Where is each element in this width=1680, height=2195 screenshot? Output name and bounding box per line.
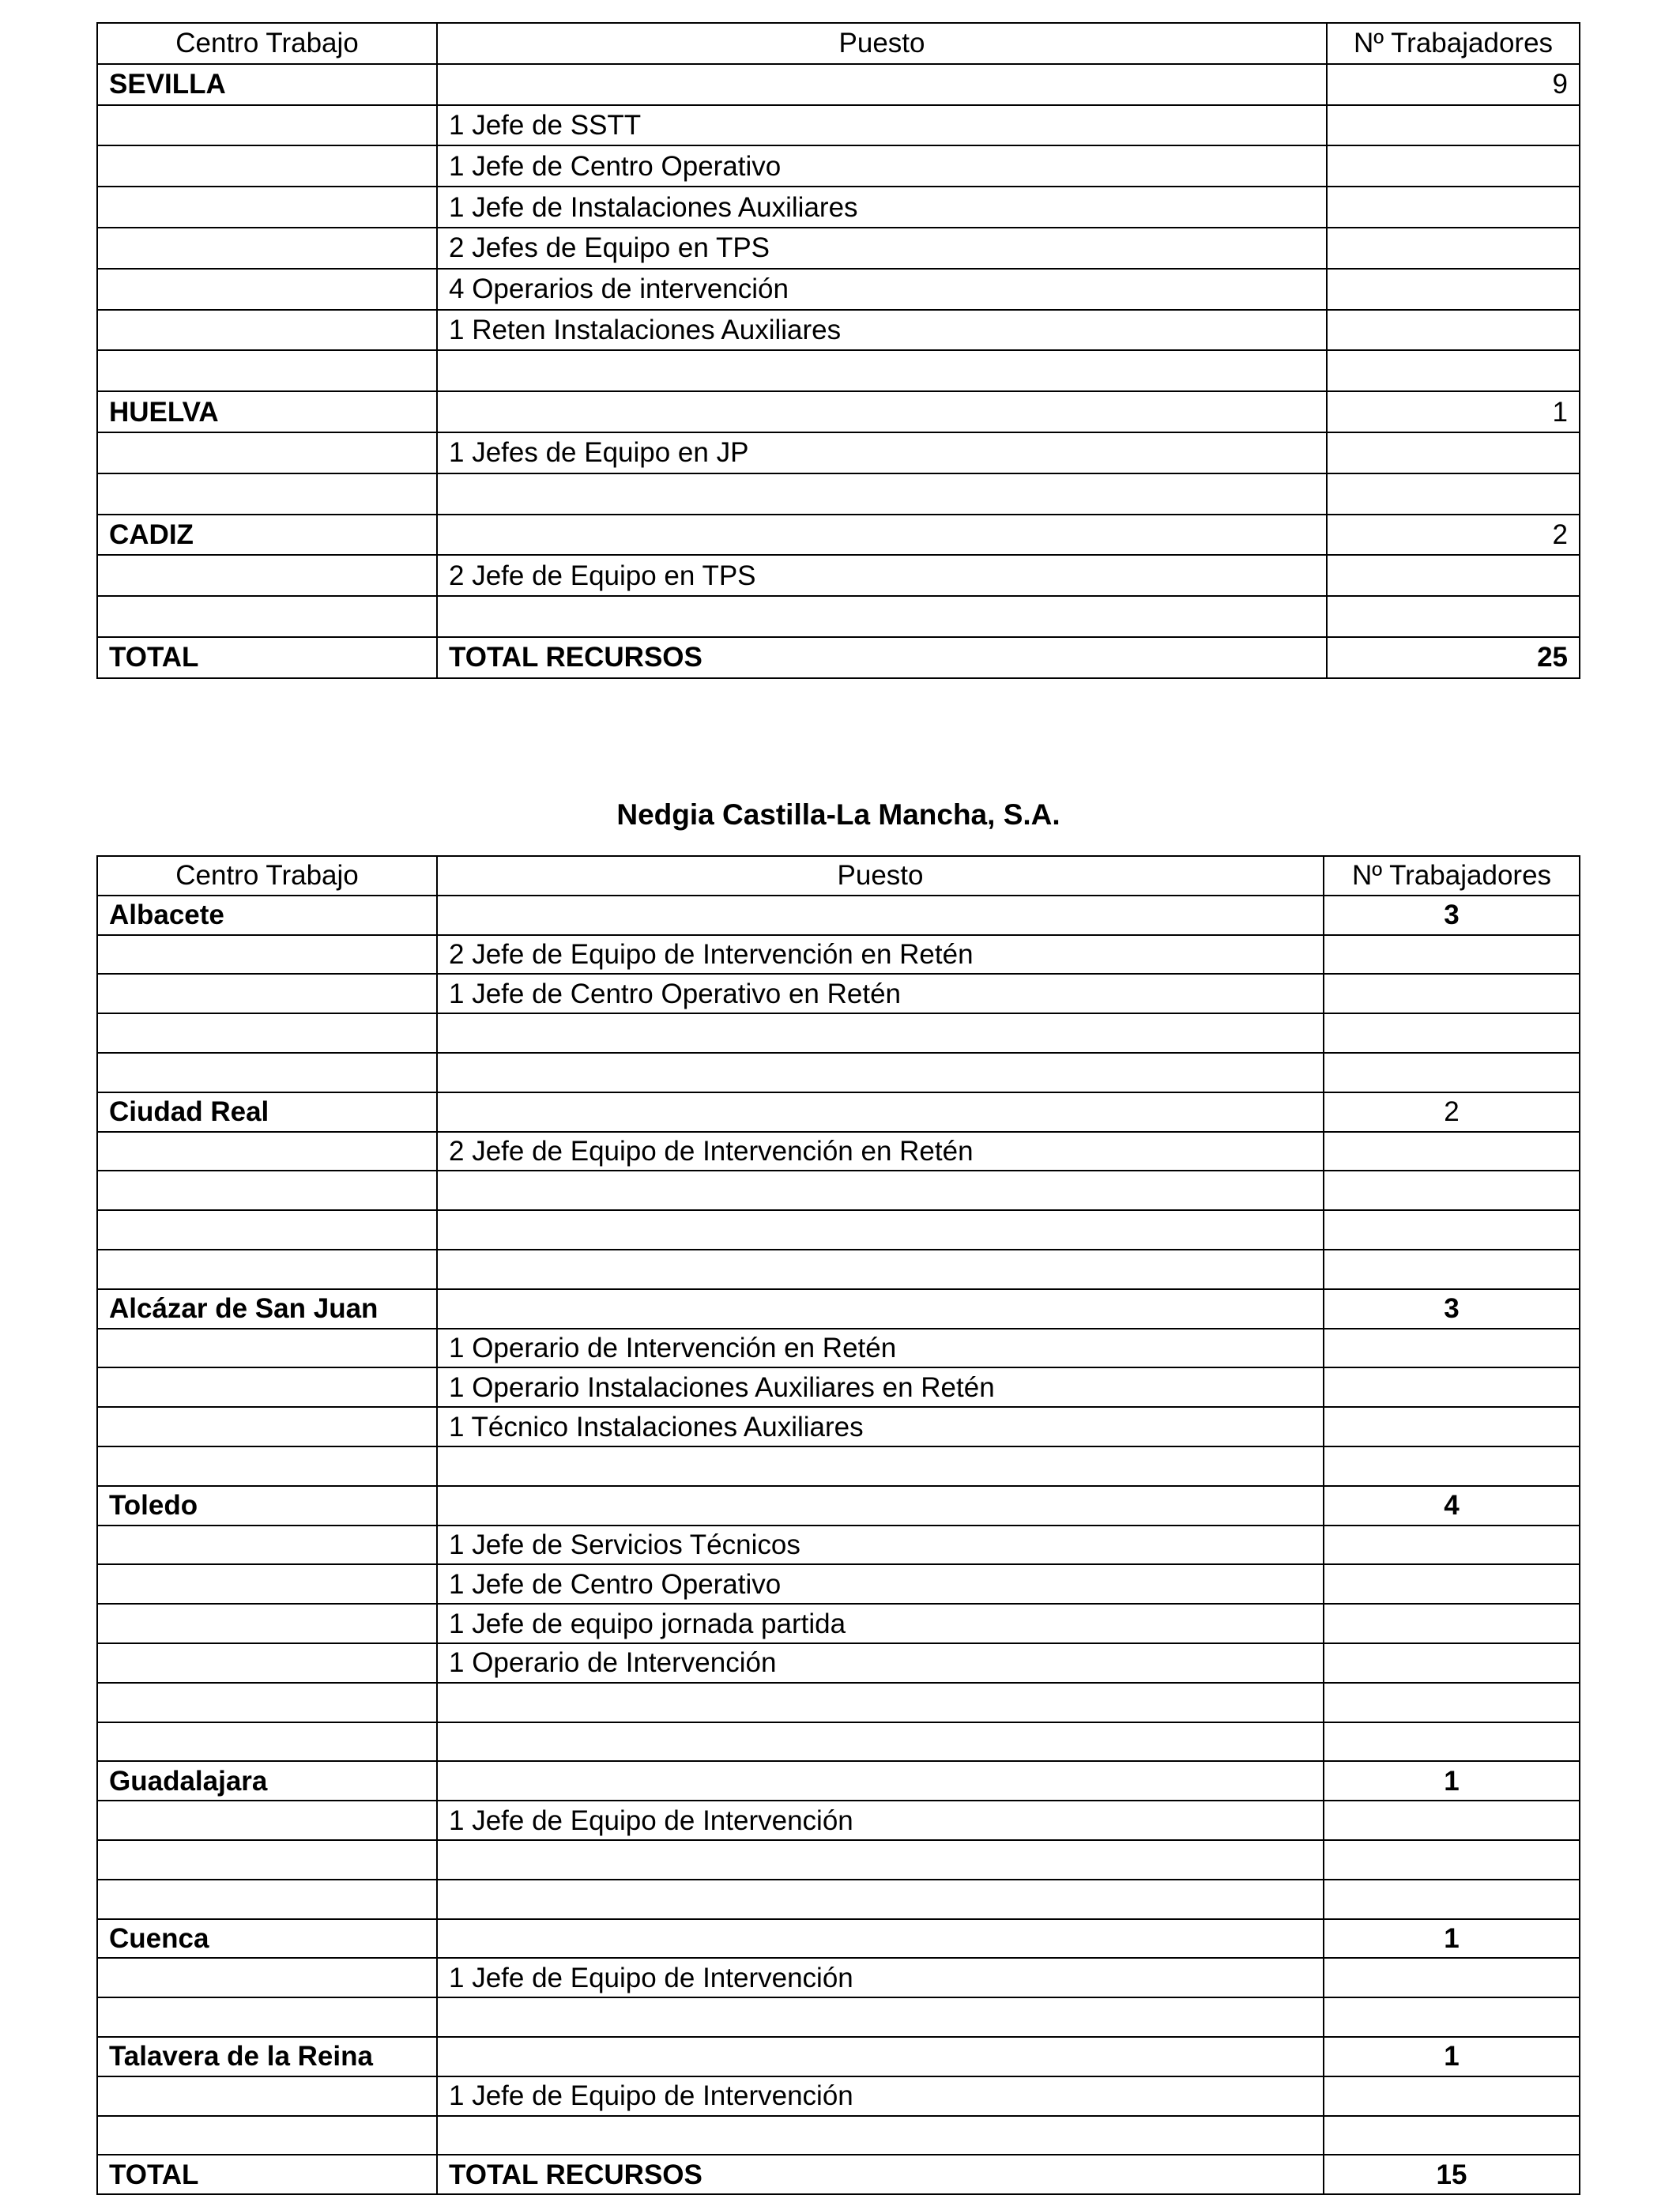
num-trabajadores-cell (1324, 1407, 1580, 1446)
centro-cell (97, 1013, 437, 1053)
puesto-cell: 1 Jefe de SSTT (437, 105, 1327, 146)
centro-cell (97, 2116, 437, 2155)
num-trabajadores-cell (1324, 1643, 1580, 1683)
puesto-cell: 1 Jefe de Equipo de Intervención (437, 1801, 1324, 1840)
table-row (97, 432, 1580, 473)
puesto-cell: 1 Jefe de Centro Operativo en Retén (437, 974, 1324, 1013)
puesto-cell: 1 Jefe de Instalaciones Auxiliares (437, 187, 1327, 228)
num-trabajadores-cell: 3 (1324, 896, 1580, 935)
centro-cell (97, 1210, 437, 1250)
centro-cell: CADIZ (97, 515, 437, 556)
puesto-cell: 2 Jefe de Equipo de Intervención en Retén (437, 935, 1324, 975)
num-trabajadores-cell (1327, 187, 1580, 228)
table-row (97, 1486, 1580, 1526)
puesto-cell (437, 1092, 1324, 1132)
table-row (97, 1171, 1580, 1210)
puesto-cell: 2 Jefe de Equipo de Intervención en Retén (437, 1132, 1324, 1171)
table-row (97, 596, 1580, 637)
num-trabajadores-cell: 4 (1324, 1486, 1580, 1526)
table-row (97, 935, 1580, 975)
centro-cell (97, 2076, 437, 2116)
puesto-cell (437, 2116, 1324, 2155)
num-trabajadores-cell (1324, 1722, 1580, 1762)
table-row (97, 350, 1580, 391)
num-trabajadores-cell: 25 (1327, 637, 1580, 678)
company-heading: Nedgia Castilla-La Mancha, S.A. (616, 798, 1060, 831)
centro-cell (97, 1643, 437, 1683)
header-puesto: Puesto (437, 23, 1327, 64)
centro-cell (97, 187, 437, 228)
table-row (97, 1958, 1580, 1997)
num-trabajadores-cell (1324, 2116, 1580, 2155)
puesto-cell: 4 Operarios de intervención (437, 269, 1327, 310)
staff-table-andalucia (96, 22, 1580, 679)
header-num-trabajadores: Nº Trabajadores (1324, 856, 1580, 896)
table-row (97, 1643, 1580, 1683)
centro-cell (97, 350, 437, 391)
centro-cell (97, 1604, 437, 1643)
centro-cell (97, 432, 437, 473)
table-row (97, 515, 1580, 556)
num-trabajadores-cell (1324, 1210, 1580, 1250)
centro-cell (97, 1329, 437, 1368)
table-header-row (97, 23, 1580, 64)
num-trabajadores-cell (1324, 1171, 1580, 1210)
puesto-cell (437, 64, 1327, 105)
num-trabajadores-cell (1327, 555, 1580, 596)
puesto-cell: 1 Reten Instalaciones Auxiliares (437, 310, 1327, 351)
num-trabajadores-cell (1324, 935, 1580, 975)
table-row (97, 1367, 1580, 1407)
puesto-cell: 1 Operario Instalaciones Auxiliares en Retén (437, 1367, 1324, 1407)
header-centro-trabajo: Centro Trabajo (97, 23, 437, 64)
puesto-cell: 1 Técnico Instalaciones Auxiliares (437, 1407, 1324, 1446)
puesto-cell (437, 1250, 1324, 1289)
table2-body (97, 896, 1580, 2194)
centro-cell (97, 269, 437, 310)
table-row (97, 269, 1580, 310)
puesto-cell (437, 2037, 1324, 2076)
table-row (97, 1683, 1580, 1722)
puesto-cell: 2 Jefe de Equipo en TPS (437, 555, 1327, 596)
num-trabajadores-cell (1324, 1446, 1580, 1486)
table-row (97, 1761, 1580, 1801)
header-centro-trabajo: Centro Trabajo (97, 856, 437, 896)
num-trabajadores-cell (1327, 473, 1580, 515)
num-trabajadores-cell (1327, 432, 1580, 473)
table-row (97, 105, 1580, 146)
centro-cell (97, 1564, 437, 1604)
centro-cell (97, 1722, 437, 1762)
table-row (97, 2076, 1580, 2116)
puesto-cell (437, 1210, 1324, 1250)
puesto-cell (437, 1997, 1324, 2037)
puesto-cell (437, 391, 1327, 432)
puesto-cell: 1 Jefe de Equipo de Intervención (437, 1958, 1324, 1997)
table-row (97, 1840, 1580, 1880)
header-puesto: Puesto (437, 856, 1324, 896)
num-trabajadores-cell (1324, 1250, 1580, 1289)
centro-cell: Albacete (97, 896, 437, 935)
num-trabajadores-cell (1324, 1997, 1580, 2037)
puesto-cell: 1 Jefe de Centro Operativo (437, 145, 1327, 187)
num-trabajadores-cell (1327, 145, 1580, 187)
centro-cell: HUELVA (97, 391, 437, 432)
puesto-cell (437, 1486, 1324, 1526)
num-trabajadores-cell (1324, 2076, 1580, 2116)
puesto-cell (437, 1722, 1324, 1762)
num-trabajadores-cell (1327, 228, 1580, 269)
table-header-row (97, 856, 1580, 896)
puesto-cell: 1 Operario de Intervención en Retén (437, 1329, 1324, 1368)
table-row (97, 187, 1580, 228)
centro-cell: Alcázar de San Juan (97, 1289, 437, 1329)
num-trabajadores-cell (1327, 269, 1580, 310)
num-trabajadores-cell (1324, 1013, 1580, 1053)
num-trabajadores-cell (1324, 1526, 1580, 1565)
centro-cell (97, 145, 437, 187)
num-trabajadores-cell: 2 (1324, 1092, 1580, 1132)
header-num-trabajadores: Nº Trabajadores (1327, 23, 1580, 64)
num-trabajadores-cell (1324, 1053, 1580, 1092)
centro-cell (97, 1171, 437, 1210)
table-row (97, 1526, 1580, 1565)
centro-cell (97, 1250, 437, 1289)
num-trabajadores-cell (1327, 310, 1580, 351)
staff-table-castilla-la-mancha (96, 855, 1580, 2195)
puesto-cell (437, 1289, 1324, 1329)
table-row (97, 1132, 1580, 1171)
centro-cell (97, 105, 437, 146)
centro-cell (97, 1683, 437, 1722)
table-row (97, 64, 1580, 105)
puesto-cell (437, 1053, 1324, 1092)
puesto-cell: TOTAL RECURSOS (437, 637, 1327, 678)
centro-cell (97, 1407, 437, 1446)
centro-cell (97, 974, 437, 1013)
table-row (97, 1210, 1580, 1250)
centro-cell (97, 1801, 437, 1840)
table-row (97, 1919, 1580, 1959)
num-trabajadores-cell (1324, 1367, 1580, 1407)
num-trabajadores-cell (1324, 1564, 1580, 1604)
centro-cell: Cuenca (97, 1919, 437, 1959)
num-trabajadores-cell (1324, 1958, 1580, 1997)
table-row (97, 896, 1580, 935)
centro-cell (97, 1526, 437, 1565)
centro-cell (97, 1053, 437, 1092)
table-row (97, 1564, 1580, 1604)
puesto-cell: 2 Jefes de Equipo en TPS (437, 228, 1327, 269)
puesto-cell (437, 515, 1327, 556)
num-trabajadores-cell (1324, 1880, 1580, 1919)
table-row (97, 1250, 1580, 1289)
centro-cell: SEVILLA (97, 64, 437, 105)
num-trabajadores-cell: 1 (1324, 1919, 1580, 1959)
puesto-cell: 1 Jefe de Centro Operativo (437, 1564, 1324, 1604)
centro-cell (97, 1958, 437, 1997)
puesto-cell (437, 896, 1324, 935)
puesto-cell (437, 1840, 1324, 1880)
table-row (97, 228, 1580, 269)
num-trabajadores-cell (1324, 1329, 1580, 1368)
centro-cell (97, 1997, 437, 2037)
table-row (97, 1801, 1580, 1840)
table-row (97, 2116, 1580, 2155)
table-row (97, 1053, 1580, 1092)
puesto-cell: 1 Jefe de Servicios Técnicos (437, 1526, 1324, 1565)
centro-cell (97, 935, 437, 975)
table-row (97, 145, 1580, 187)
num-trabajadores-cell (1327, 105, 1580, 146)
table-row (97, 1722, 1580, 1762)
table-row (97, 1092, 1580, 1132)
num-trabajadores-cell (1324, 974, 1580, 1013)
table-row (97, 1407, 1580, 1446)
table-row (97, 1604, 1580, 1643)
puesto-cell (437, 1171, 1324, 1210)
centro-cell (97, 596, 437, 637)
num-trabajadores-cell (1327, 596, 1580, 637)
num-trabajadores-cell (1324, 1840, 1580, 1880)
table-row (97, 974, 1580, 1013)
table-row (97, 1997, 1580, 2037)
table-row (97, 555, 1580, 596)
num-trabajadores-cell: 15 (1324, 2155, 1580, 2194)
table-row (97, 637, 1580, 678)
num-trabajadores-cell: 3 (1324, 1289, 1580, 1329)
num-trabajadores-cell: 9 (1327, 64, 1580, 105)
centro-cell (97, 473, 437, 515)
table1-body (97, 64, 1580, 678)
centro-cell: Toledo (97, 1486, 437, 1526)
num-trabajadores-cell (1324, 1683, 1580, 1722)
centro-cell (97, 1367, 437, 1407)
num-trabajadores-cell (1324, 1801, 1580, 1840)
puesto-cell (437, 1013, 1324, 1053)
centro-cell: TOTAL (97, 637, 437, 678)
num-trabajadores-cell: 1 (1324, 2037, 1580, 2076)
puesto-cell: 1 Jefe de equipo jornada partida (437, 1604, 1324, 1643)
centro-cell (97, 1132, 437, 1171)
num-trabajadores-cell: 1 (1324, 1761, 1580, 1801)
table-row (97, 1013, 1580, 1053)
puesto-cell (437, 1761, 1324, 1801)
num-trabajadores-cell: 2 (1327, 515, 1580, 556)
puesto-cell (437, 1880, 1324, 1919)
table-row (97, 1446, 1580, 1486)
table-row (97, 2155, 1580, 2194)
centro-cell (97, 228, 437, 269)
puesto-cell (437, 1683, 1324, 1722)
table-row (97, 2037, 1580, 2076)
centro-cell (97, 555, 437, 596)
table-row (97, 1289, 1580, 1329)
num-trabajadores-cell (1324, 1132, 1580, 1171)
puesto-cell (437, 473, 1327, 515)
puesto-cell: 1 Jefe de Equipo de Intervención (437, 2076, 1324, 2116)
puesto-cell: 1 Jefes de Equipo en JP (437, 432, 1327, 473)
puesto-cell: 1 Operario de Intervención (437, 1643, 1324, 1683)
centro-cell (97, 310, 437, 351)
centro-cell: Guadalajara (97, 1761, 437, 1801)
centro-cell (97, 1446, 437, 1486)
puesto-cell (437, 596, 1327, 637)
table-row (97, 391, 1580, 432)
table-row (97, 310, 1580, 351)
num-trabajadores-cell: 1 (1327, 391, 1580, 432)
centro-cell: Talavera de la Reina (97, 2037, 437, 2076)
num-trabajadores-cell (1324, 1604, 1580, 1643)
table-row (97, 473, 1580, 515)
centro-cell: TOTAL (97, 2155, 437, 2194)
puesto-cell: TOTAL RECURSOS (437, 2155, 1324, 2194)
table-row (97, 1880, 1580, 1919)
table-row (97, 1329, 1580, 1368)
centro-cell (97, 1840, 437, 1880)
centro-cell: Ciudad Real (97, 1092, 437, 1132)
centro-cell (97, 1880, 437, 1919)
puesto-cell (437, 1919, 1324, 1959)
num-trabajadores-cell (1327, 350, 1580, 391)
puesto-cell (437, 350, 1327, 391)
puesto-cell (437, 1446, 1324, 1486)
